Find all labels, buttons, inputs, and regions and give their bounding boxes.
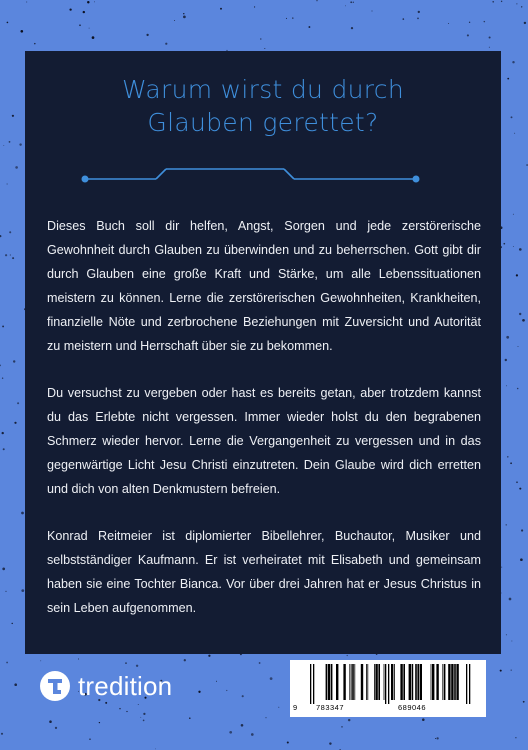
speckle [83,11,85,13]
speckle [507,78,509,80]
speckle [14,683,17,686]
barcode-bar [351,664,352,700]
barcode-bar [417,664,419,700]
speckle [348,719,350,721]
speckle [469,22,470,23]
barcode-group-2: 689046 [398,703,427,712]
barcode-guard-bar [310,664,311,704]
speckle [2,378,3,379]
speckle [511,116,513,118]
speckle [9,141,11,143]
speckle [220,8,222,10]
speckle [6,662,8,664]
speckle [242,695,244,697]
publisher-name: tredition [78,670,173,701]
speckle [353,2,354,3]
speckle [17,402,19,404]
speckle [506,524,507,525]
speckle [140,717,141,718]
barcode-bar [343,664,345,700]
barcode-bar [431,664,432,700]
speckle [484,21,485,22]
speckle [79,24,81,26]
speckle [350,1,352,3]
speckle [13,360,15,362]
blurb-paragraph-1: Dieses Buch soll dir helfen, Angst, Sorgen und jede zerstörerische Gewohnheit durch Glauben zu überwinden und zu beherrschen. Gott gibt dir durch Glauben eine große Kraft und Stärke, um alle Lebenssituationen meistern zu können. Lerne die zerstörerischen Gewohnheiten, Krankheiten, finanzielle Nöte und zerbrochene Beziehungen mit Zuversicht und Autorität zu meistern und Herrschaft über sie zu bekommen. [47,219,481,353]
speckle [516,274,518,276]
speckle [286,18,287,19]
speckle [7,22,9,24]
speckle [0,235,1,237]
speckle [78,658,79,659]
speckle [435,738,436,739]
speckle [351,27,353,29]
speckle [19,143,21,145]
speckle [1,733,3,735]
barcode-bar [349,664,350,700]
speckle [500,670,502,672]
speckle [287,741,289,743]
speckle [183,13,184,14]
barcode-bar [352,664,354,700]
speckle [260,38,261,39]
speckle [265,717,266,718]
speckle [345,5,346,6]
speckle [92,36,95,39]
speckle [226,690,227,691]
speckle [183,16,186,19]
circuit-divider [80,167,446,191]
speckle [2,568,5,571]
speckle [347,655,348,656]
speckle [184,659,186,661]
blurb-paragraph-2: Du versuchst zu vergeben oder hast es bereits getan, aber trotzdem kannst du das Erlebte nicht vergessen. Immer wieder holst du den begrabenen Schmerz wieder hervor. Lerne die Vergangenheit zu vergessen und in das gegenwärtige Licht Jesu Christi einzutreten. Dein Glaube wird dich erretten und dich von alten Denkmustern befreien. [47,386,481,496]
speckle [489,36,491,38]
tredition-t-logo-icon [40,671,70,701]
barcode-bar [432,664,434,700]
speckle [14,422,16,424]
barcode-bar [326,664,328,700]
speckle [492,1,494,3]
speckle [87,1,89,3]
speckle [155,748,156,749]
speckle [69,8,71,10]
back-cover-title [25,73,501,139]
speckle [507,456,508,457]
speckle [501,567,502,568]
barcode-bar [391,664,393,700]
speckle [259,662,261,664]
blurb-text [47,214,481,643]
speckle [516,481,518,483]
speckle [329,742,331,744]
speckle [165,43,167,45]
speckle [521,529,523,531]
speckle [12,115,14,117]
barcode-bar [442,664,443,700]
title-line-2: Glauben gerettet? [147,108,379,137]
speckle [241,724,244,727]
title-line-1: Warum wirst du durch [121,75,404,104]
barcode-bar [378,664,380,700]
barcode-bar [354,664,355,700]
speckle [229,731,232,734]
speckle [3,145,4,146]
speckle [2,325,4,327]
speckle [519,313,521,315]
speckle [2,432,4,434]
speckle [198,691,200,693]
speckle [467,34,469,36]
speckle [21,512,24,515]
barcode-bar [384,664,385,700]
barcode-bar [374,664,375,700]
cover-panel [25,51,501,654]
speckle [516,3,517,4]
speckle [506,336,509,339]
speckle [512,641,513,642]
speckle [371,10,372,11]
barcode-bar [415,664,417,700]
barcode-bar [331,664,333,700]
isbn-barcode [290,660,486,717]
speckle [7,183,8,184]
speckle [119,708,121,710]
barcode-bar [448,664,450,700]
speckle [254,6,255,7]
speckle [94,1,95,2]
barcode-guard-bar [466,664,467,704]
speckle [5,591,6,592]
speckle [125,662,127,664]
speckle [520,558,523,561]
speckle [513,246,514,247]
speckle [506,385,507,386]
barcode-guard-bar [313,664,314,704]
barcode-bars [296,664,480,704]
speckle [9,231,11,233]
speckle [49,720,52,723]
barcode-bar [420,664,422,700]
speckle [146,34,148,36]
speckle [515,737,516,738]
speckle [26,1,27,2]
speckle [278,707,279,708]
speckle [251,733,254,736]
barcode-bar [366,664,367,700]
speckle [216,681,217,682]
barcode-bar [436,664,438,700]
speckle [521,6,522,7]
speckle [522,319,525,322]
speckle [519,248,522,251]
speckle [11,623,12,624]
barcode-bar [336,664,338,700]
barcode-bar [412,664,414,700]
speckle [524,22,526,24]
barcode-guard-bar [388,664,389,704]
speckle [503,243,505,245]
speckle [523,701,525,703]
barcode-bar [361,664,363,700]
speckle [509,598,512,601]
speckle [264,48,265,49]
speckle [506,634,507,635]
speckle [316,0,317,1]
speckle [15,166,18,169]
speckle [89,28,90,29]
speckle [89,738,91,740]
barcode-guard-bar [385,664,386,704]
speckle [3,448,5,450]
speckle [270,677,273,680]
barcode-bar [444,664,446,700]
barcode-guard-bar [469,664,470,704]
speckle [512,61,514,63]
speckle [189,717,191,719]
speckle [510,462,512,464]
speckle [0,365,1,367]
speckle [422,718,425,721]
barcode-bar [454,664,456,700]
speckle [341,726,342,727]
speckle [12,257,14,259]
barcode-bar [409,664,411,700]
speckle [518,346,519,347]
speckle [34,43,36,45]
barcode-bar [328,664,330,700]
speckle [403,18,405,20]
speckle [501,1,502,2]
speckle [208,655,210,657]
speckle [40,660,41,661]
barcode-bar [403,664,405,700]
speckle [126,711,127,712]
barcode-bar [394,664,395,700]
barcode-bar [367,664,368,700]
speckle [143,713,145,715]
barcode-digit-first: 9 [293,703,298,712]
speckle [308,26,310,28]
barcode-bar [400,664,402,700]
barcode-bar [456,664,458,700]
speckle [20,30,23,33]
speckle [513,214,514,215]
barcode-group-1: 783347 [316,703,345,712]
speckle [514,133,515,134]
speckle [436,737,438,739]
speckle [292,17,293,18]
speckle [55,727,57,729]
speckle [5,254,7,256]
speckle [519,488,521,490]
speckle [448,23,449,24]
author-bio-paragraph: Konrad Reitmeier ist diplomierter Bibellehrer, Buchautor, Musiker und selbstständiger Kaufmann. Er ist verheiratet mit Elisabeth und gemeinsam haben sie eine Tochter Bianca. Vor über drei Jahren hat er Jesus Christus in sein Leben aufgenommen. [47,529,481,615]
speckle [511,669,512,670]
speckle [10,254,11,255]
publisher-logo [40,667,172,705]
speckle [99,722,100,723]
speckle [417,18,419,20]
speckle [505,359,507,361]
barcode-bar [451,664,453,700]
speckle [418,11,420,13]
speckle [21,589,24,592]
speckle [174,20,175,21]
barcode-bar [375,664,377,700]
speckle [143,720,145,722]
speckle [517,388,519,390]
speckle [489,47,490,48]
